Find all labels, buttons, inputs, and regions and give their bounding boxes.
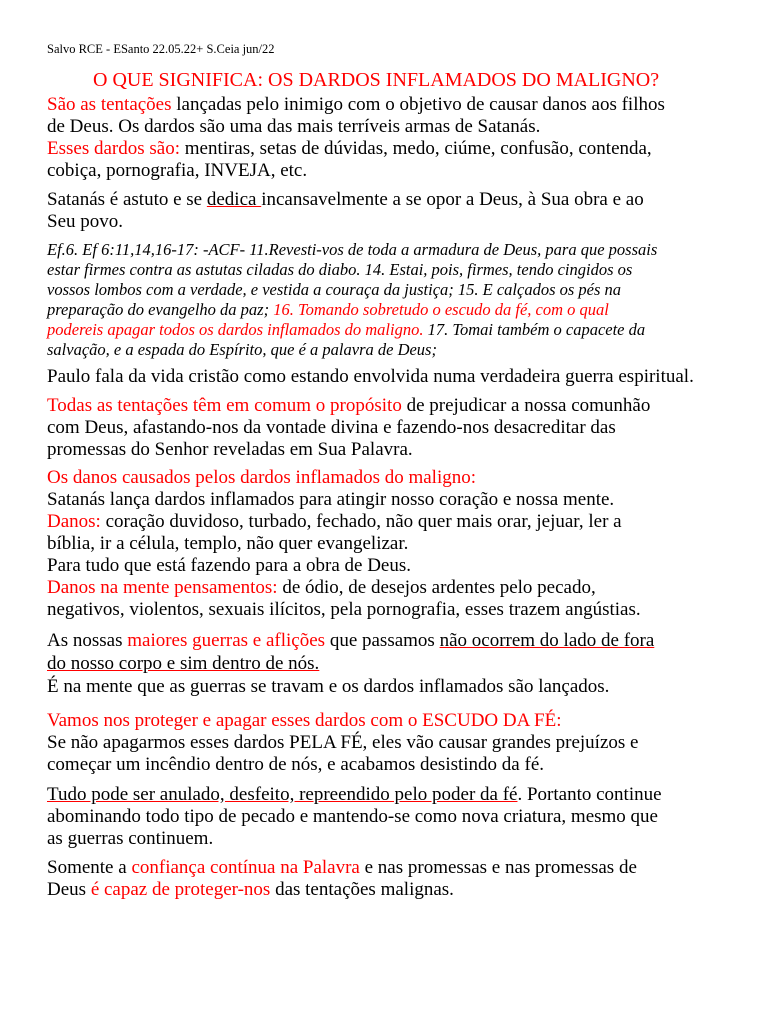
verse-line: Ef.6. Ef 6:11,14,16-17: -ACF- 11.Revesti-vos de toda a armadura de Deus, para que possais — [47, 240, 658, 259]
highlight-text: São as tentações — [47, 94, 172, 115]
paragraph-line — [47, 511, 622, 533]
paragraph-line: com Deus, afastando-nos da vontade divina e fazendo-nos desacreditar das — [47, 417, 616, 438]
paragraph-line: cobiça, pornografia, INVEJA, etc. — [47, 160, 308, 181]
paragraph-line — [47, 784, 662, 806]
text-span: Satanás é astuto e se — [47, 189, 207, 210]
paragraph-line — [47, 138, 652, 160]
paragraph-line — [47, 879, 454, 901]
underlined-text: dedica — [206, 189, 262, 210]
highlight-text: Todas as tentações têm em comum o propósito — [47, 395, 402, 416]
paragraph-line — [47, 189, 644, 211]
paragraph-line: Seu povo. — [47, 211, 123, 232]
text-span: lançadas pelo inimigo com o objetivo de causar danos aos filhos — [171, 94, 665, 115]
text-span: de ódio, de desejos ardentes pelo pecado, — [277, 577, 596, 598]
highlight-text: é capaz de proteger-nos — [90, 879, 271, 900]
paragraph-line: É na mente que as guerras se travam e os dardos inflamados são lançados. — [47, 676, 610, 697]
paragraph-line: negativos, violentos, sexuais ilícitos, pela pornografia, esses trazem angústias. — [47, 599, 641, 620]
paragraph-line: as guerras continuem. — [47, 828, 214, 849]
underlined-text: do nosso corpo e sim dentro de nós. — [47, 653, 320, 674]
section-heading: Vamos nos proteger e apagar esses dardos com o ESCUDO DA FÉ: — [47, 710, 562, 731]
paragraph-line: Se não apagarmos esses dardos PELA FÉ, eles vão causar grandes prejuízos e — [47, 732, 639, 753]
paragraph-line: Paulo fala da vida cristão como estando envolvida numa verdadeira guerra espiritual. — [47, 366, 694, 387]
highlight-text: Danos: — [47, 511, 101, 532]
document-title: O QUE SIGNIFICA: OS DARDOS INFLAMADOS DO MALIGNO? — [93, 69, 660, 91]
verse-line: estar firmes contra as astutas ciladas do diabo. 14. Estai, pois, firmes, tendo cingidos os — [47, 260, 633, 279]
text-span: de prejudicar a nossa comunhão — [401, 395, 651, 416]
text-span: e nas promessas e nas promessas de — [359, 857, 637, 878]
text-span: coração duvidoso, turbado, fechado, não quer mais orar, jejuar, ler a — [100, 511, 622, 532]
highlight-text: podereis apagar todos os dardos inflamados do maligno. — [47, 320, 424, 339]
paragraph-line — [47, 857, 637, 879]
verse-line — [47, 300, 609, 320]
text-span: que passamos — [325, 630, 440, 651]
verse-line — [47, 320, 645, 340]
paragraph-line: abominando todo tipo de pecado e mantendo-se como nova criatura, mesmo que — [47, 806, 658, 827]
document-header: Salvo RCE - ESanto 22.05.22+ S.Ceia jun/22 — [47, 42, 275, 56]
highlight-text: maiores guerras e aflições — [127, 630, 326, 651]
paragraph-line: Satanás lança dardos inflamados para atingir nosso coração e nossa mente. — [47, 489, 615, 510]
verse-line: salvação, e a espada do Espírito, que é a palavra de Deus; — [47, 340, 437, 359]
text-span: As nossas — [47, 630, 128, 651]
text-span: das tentações malignas. — [270, 879, 454, 900]
section-heading: Os danos causados pelos dardos inflamados do maligno: — [47, 467, 477, 488]
highlight-text: Danos na mente pensamentos: — [47, 577, 278, 598]
text-span: incansavelmente a se opor a Deus, à Sua obra e ao — [261, 189, 644, 210]
text-span: 17. Tomai também o capacete da — [423, 320, 646, 339]
paragraph-line: começar um incêndio dentro de nós, e acabamos desistindo da fé. — [47, 754, 544, 775]
highlight-text: Esses dardos são: — [47, 138, 180, 159]
text-span: preparação do evangelho da paz; — [47, 300, 274, 319]
highlight-text: confiança contínua na Palavra — [131, 857, 360, 878]
highlight-text: 16. Tomando sobretudo o escudo da fé, com o qual — [273, 300, 609, 319]
paragraph-line — [47, 94, 665, 116]
underlined-text: Tudo pode ser anulado, desfeito, repreendido pelo poder da fé — [47, 784, 518, 805]
paragraph-line: Para tudo que está fazendo para a obra de Deus. — [47, 555, 412, 576]
paragraph-line: de Deus. Os dardos são uma das mais terríveis armas de Satanás. — [47, 116, 541, 137]
paragraph-line — [47, 630, 654, 652]
text-span: mentiras, setas de dúvidas, medo, ciúme, confusão, contenda, — [179, 138, 652, 159]
text-span: Deus — [47, 879, 91, 900]
paragraph-line — [47, 395, 650, 417]
paragraph-line: bíblia, ir a célula, templo, não quer evangelizar. — [47, 533, 409, 554]
text-span: Somente a — [47, 857, 132, 878]
paragraph-line — [47, 577, 596, 599]
verse-line: vossos lombos com a verdade, e vestida a couraça da justiça; 15. E calçados os pés na — [47, 280, 622, 299]
paragraph-line — [47, 653, 319, 675]
underlined-text: não ocorrem do lado de fora — [439, 630, 655, 651]
paragraph-line: promessas do Senhor reveladas em Sua Palavra. — [47, 439, 413, 460]
text-span: . Portanto continue — [517, 784, 662, 805]
